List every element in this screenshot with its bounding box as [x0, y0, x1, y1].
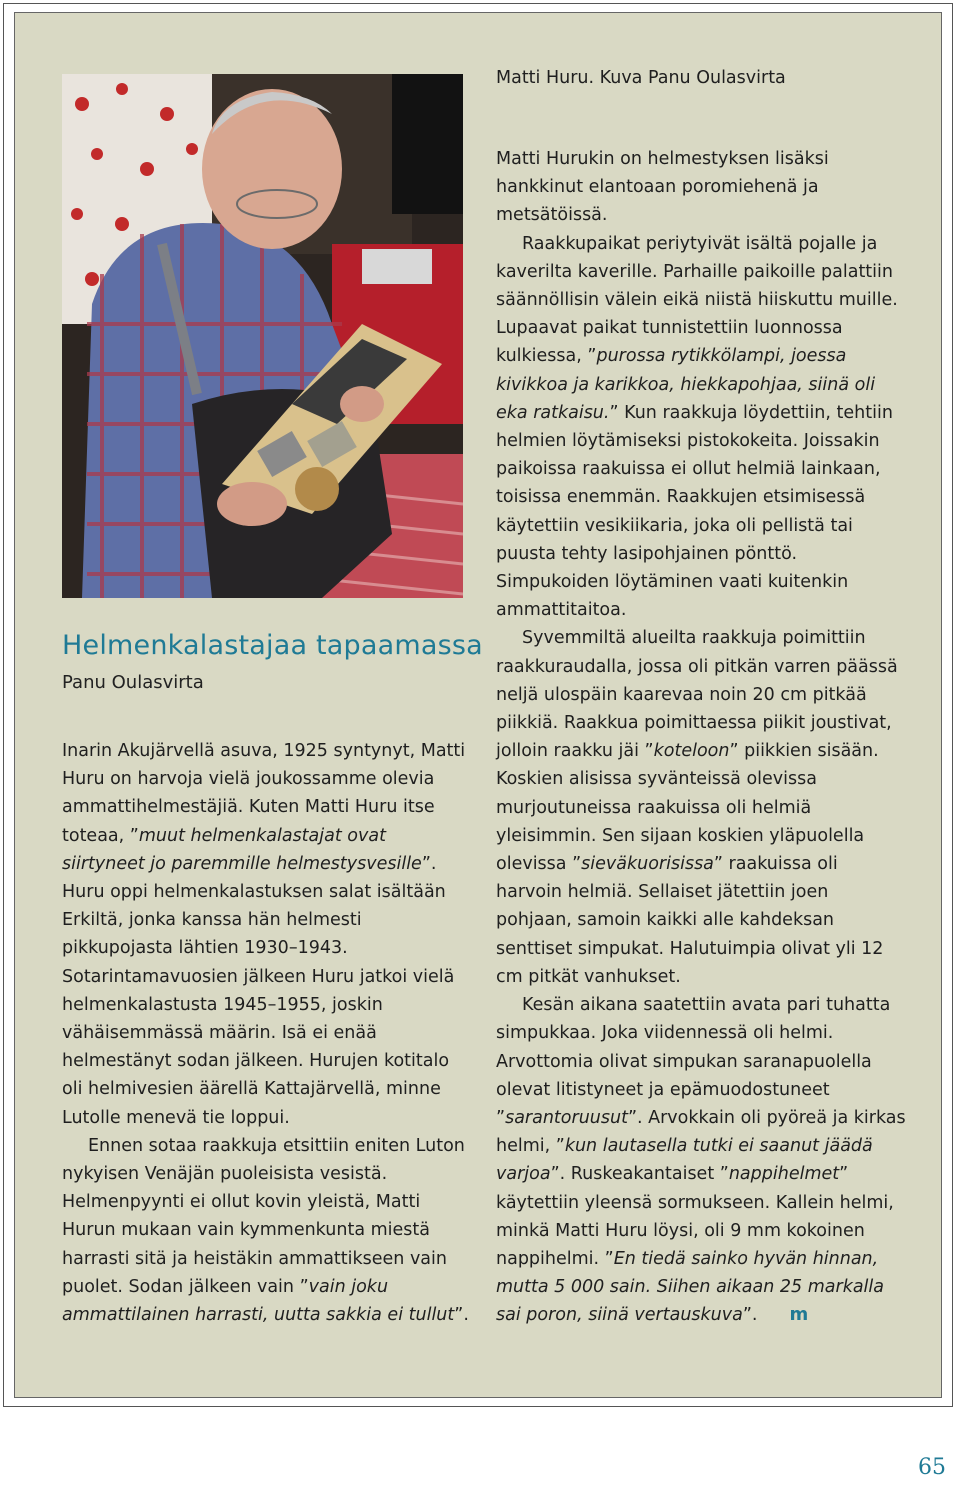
- portrait-photo: [62, 74, 463, 598]
- paragraph: Matti Hurukin on helmestyksen lisäksi hankkinut elantoaan poromiehenä ja metsätöissä.: [496, 149, 829, 226]
- page-number: 65: [918, 1455, 946, 1480]
- left-column: [62, 737, 472, 1329]
- photo-caption: Matti Huru. Kuva Panu Oulasvirta: [496, 68, 786, 88]
- right-column: [496, 145, 906, 1330]
- paragraph: Raakkupaikat periytyivät isältä pojalle ja kaverilta kaverille. Parhaille paikoille palattiin säännöllisin välein eikä niistä hiiskuttu muille. Lupaavat paikat tunnistettiin luonnossa kulkiessa, ”purossa rytikkölampi, joessa kivikkoa ja karikkoa, hiekkapohjaa, siinä oli eka ratkaisu.” Kun raakkuja löydettiin, tehtiin helmien löytämiseksi pistokokeita. Joissakin paikoissa raakuissa ei ollut helmiä lainkaan, toisissa enemmän. Raakkujen etsimisessä käytettiin vesikiikaria, joka oli pellistä tai puusta tehty lasipohjainen pönttö. Simpukoiden löytäminen vaati kuitenkin ammattitaitoa.: [496, 233, 898, 621]
- article-author: Panu Oulasvirta: [62, 672, 204, 693]
- paragraph: Inarin Akujärvellä asuva, 1925 syntynyt, Matti Huru on harvoja vielä joukossamme olevia ammattihelmestäjiä. Kuten Matti Huru itse toteaa, ”muut helmenkalastajat ovat siirtyneet jo paremmille helmestysvesille”. Huru oppi helmenkalastuksen salat isältään Erkiltä, jonka kanssa hän helmesti pikkupojasta lähtien 1930–1943. Sotarintamavuosien jälkeen Huru jatkoi vielä helmenkalastusta 1945–1955, joskin vähäisemmässä määrin. Isä ei enää helmestänyt sodan jälkeen. Hurujen kotitalo oli helmivesien äärellä Kattajärvellä, minne Lutolle menevä tie loppui.: [62, 741, 466, 1128]
- paragraph: Ennen sotaa raakkuja etsittiin eniten Luton nykyisen Venäjän puoleisista vesistä. Helmenpyynti ei ollut kovin yleistä, Matti Hurun mukaan vain kymmenkunta miestä harrasti sitä ja heistäkin ammattikseen vain puolet. Sodan jälkeen vain ”vain joku ammattilainen harrasti, uutta sakkia ei tullut”.: [62, 1135, 469, 1326]
- article-title: Helmenkalastajaa tapaamassa: [62, 630, 483, 661]
- end-mark-icon: m: [789, 1304, 809, 1326]
- paragraph: Syvemmiltä alueilta raakkuja poimittiin raakkuraudalla, jossa oli pitkän varren päässä neljä ulospäin kaarevaa noin 20 cm pitkää piikkiä. Raakkua poimittaessa piikit joustivat, jolloin raakku jäi ”koteloon” piikkien sisään. Koskien alisissa syvänteissä olevissa murjoutuneissa raakuissa oli helmiä yleisimmin. Sen sijaan koskien yläpuolella olevissa ”sieväkuorisissa” raakuissa oli harvoin helmiä. Sellaiset jätettiin joen pohjaan, samoin kaikki alle kahdeksan senttiset simpukat. Halutuimpia olivat yli 12 cm pitkät vanhukset.: [496, 628, 898, 987]
- paragraph: Kesän aikana saatettiin avata pari tuhatta simpukkaa. Joka viidennessä oli helmi. Arvottomia olivat simpukan saranapuolella olevat litistyneet ja epämuodostuneet ”sarantoruusut”. Arvokkain oli pyöreä ja kirkas helmi, ”kun lautasella tutki ei saanut jäädä varjoa”. Ruskeakantaiset ”nappihelmet” käytettiin yleensä sormukseen. Kallein helmi, minkä Matti Huru löysi, oli 9 mm kokoinen nappihelmi. ”En tiedä sainko hyvän hinnan, mutta 5 000 sain. Siihen aikaan 25 markalla sai poron, siinä vertauskuva”. m: [496, 991, 906, 1329]
